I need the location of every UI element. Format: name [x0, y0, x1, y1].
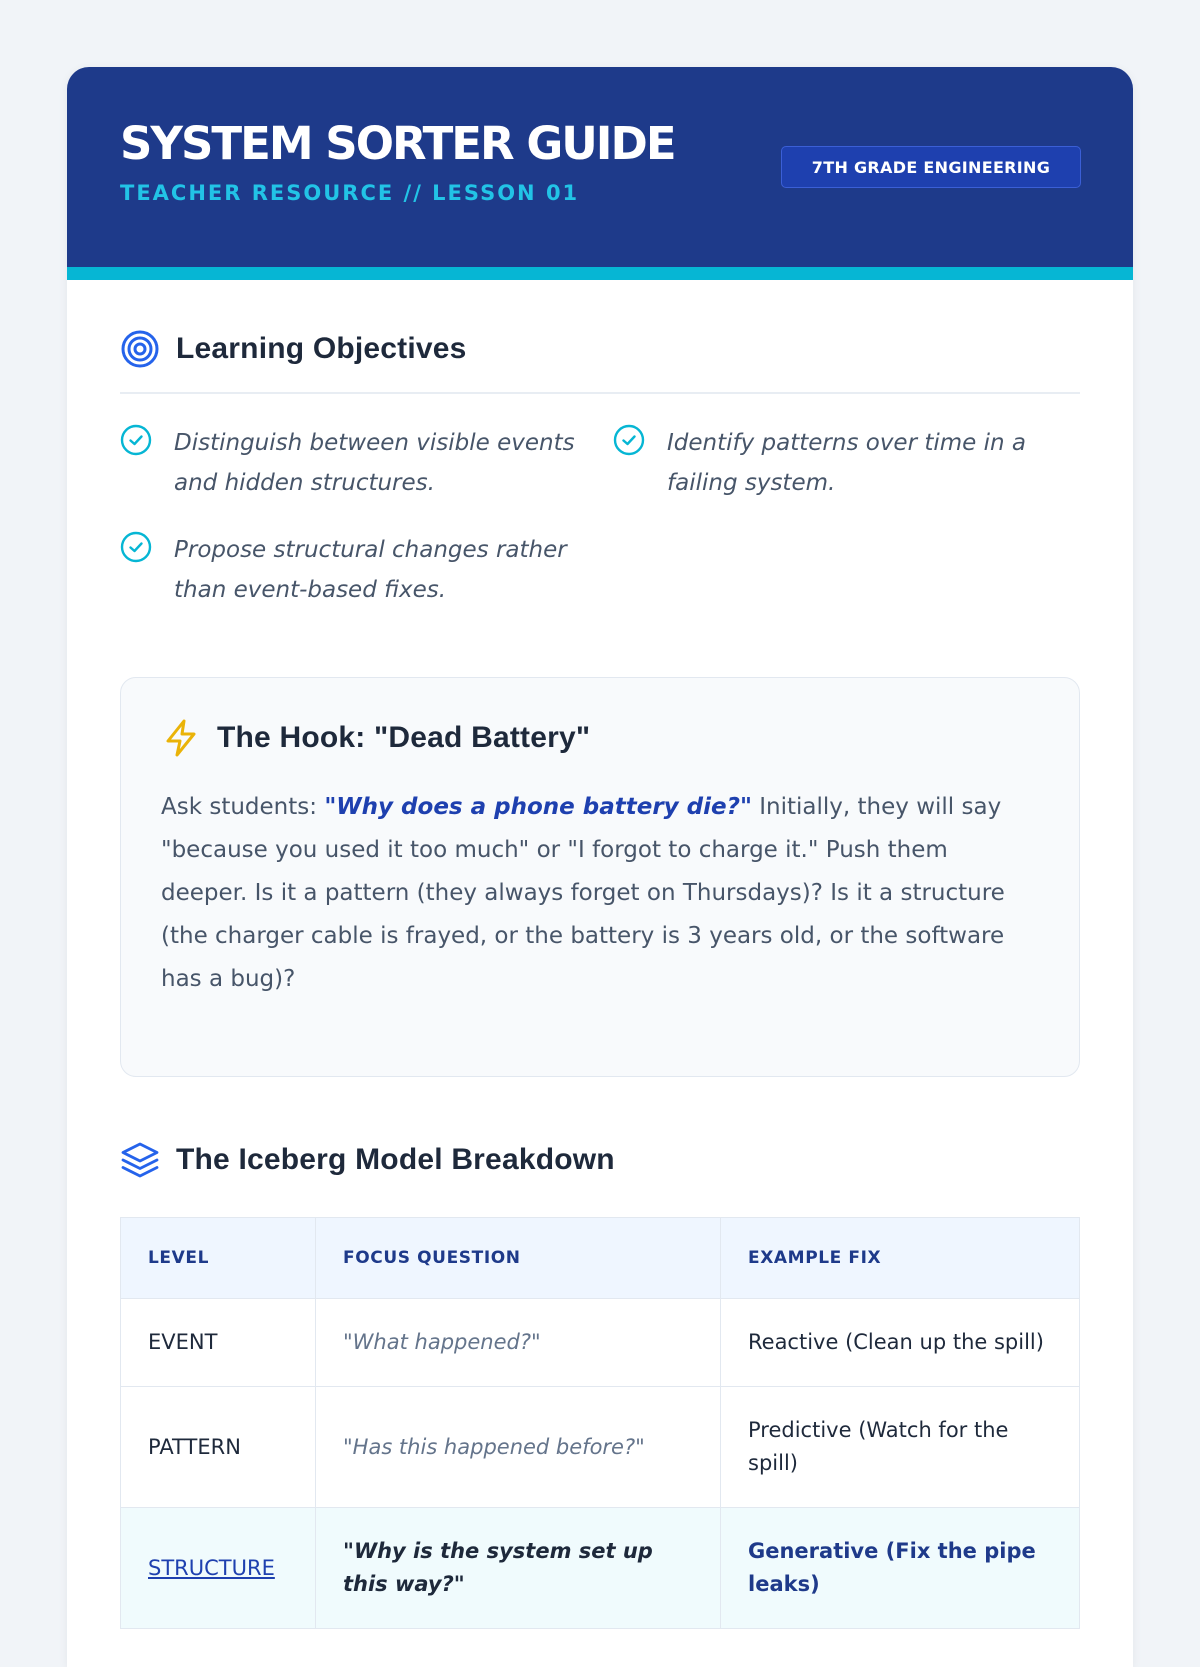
fix-cell: Reactive (Clean up the spill) [721, 1299, 1080, 1387]
iceberg-heading: The Iceberg Model Breakdown [176, 1143, 615, 1176]
level-cell: PATTERN [121, 1387, 316, 1508]
page-title: SYSTEM SORTER GUIDE [120, 117, 675, 170]
hook-heading: The Hook: "Dead Battery" [217, 721, 591, 754]
hook-question: "Why does a phone battery die?" [324, 794, 752, 820]
level-cell: EVENT [121, 1299, 316, 1387]
objective-item [613, 423, 1083, 503]
level-link[interactable]: STRUCTURE [121, 1508, 316, 1629]
table-row [121, 1387, 1080, 1508]
lightning-icon [161, 718, 201, 758]
fix-cell: Generative (Fix the pipe leaks) [721, 1508, 1080, 1629]
check-circle-icon [120, 531, 154, 565]
objective-text: Propose structural changes rather than event-based fixes. [174, 537, 567, 603]
table-row-highlighted [121, 1508, 1080, 1629]
layers-icon [120, 1140, 160, 1180]
column-header-fix: EXAMPLE FIX [721, 1218, 1080, 1299]
hook-prefix: Ask students: [161, 794, 318, 820]
objectives-header [120, 329, 467, 369]
check-circle-icon [613, 424, 647, 458]
column-header-question: FOCUS QUESTION [316, 1218, 721, 1299]
hook-body: Initially, they will say "because you used it too much" or "I forgot to charge it." Push them deeper. Is it a pattern (they always forget on Thursdays)? Is it a structure (the charger cable is frayed, or the battery is 3 years old, or the software has a bug)? [161, 794, 1005, 992]
column-header-level: LEVEL [121, 1218, 316, 1299]
table-header-row [121, 1218, 1080, 1299]
fix-cell: Predictive (Watch for the spill) [721, 1387, 1080, 1508]
page-subtitle: TEACHER RESOURCE // LESSON 01 [120, 181, 580, 205]
grade-badge: 7TH GRADE ENGINEERING [781, 146, 1081, 188]
question-cell: "Has this happened before?" [316, 1387, 721, 1508]
objective-text: Identify patterns over time in a failing system. [667, 430, 1026, 496]
objective-text: Distinguish between visible events and hidden structures. [174, 430, 575, 496]
header-banner [67, 67, 1133, 280]
target-icon [120, 329, 160, 369]
hook-panel [120, 677, 1080, 1077]
lesson-card [67, 67, 1133, 1667]
iceberg-table [120, 1217, 1080, 1629]
objectives-heading: Learning Objectives [176, 332, 467, 365]
iceberg-header [120, 1140, 615, 1180]
table-row [121, 1299, 1080, 1387]
question-cell: "Why is the system set up this way?" [316, 1508, 721, 1629]
objective-item [120, 530, 590, 610]
objective-item [120, 423, 590, 503]
section-divider [120, 392, 1080, 394]
check-circle-icon [120, 424, 154, 458]
hook-header [161, 718, 590, 758]
hook-text [161, 786, 1041, 1001]
question-cell: "What happened?" [316, 1299, 721, 1387]
